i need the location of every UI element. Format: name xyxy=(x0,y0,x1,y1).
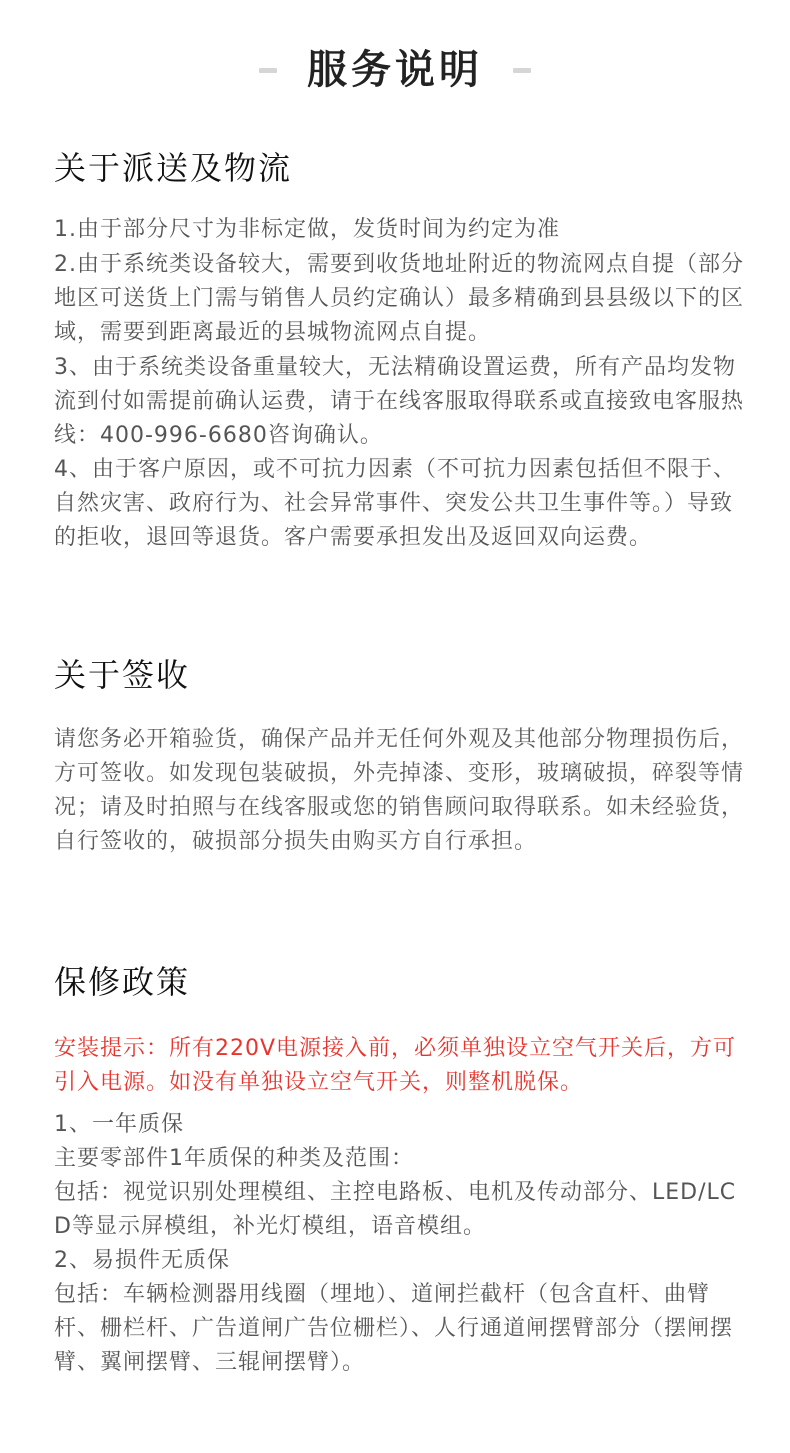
warranty-item-1-heading: 1、一年质保 xyxy=(54,1112,184,1137)
section-title-warranty: 保修政策 xyxy=(54,963,191,1001)
warranty-included-parts: 包括：视觉识别处理模组、主控电路板、电机及传动部分、LED/LCD等显示屏模组，补光灯模组，语音模组。 xyxy=(54,1180,737,1239)
receipt-paragraph: 请您务必开箱验货，确保产品并无任何外观及其他部分物理损伤后，方可签收。如发现包装破损，外壳掉漆、变形，玻璃破损，碎裂等情况；请及时拍照与在线客服或您的销售顾问取得联系。如未经验货，自行签收的，破损部分损失由购买方自行承担。 xyxy=(54,727,745,854)
page-title: 服务说明 xyxy=(307,47,483,93)
page-header xyxy=(0,40,790,100)
installation-notice: 安装提示：所有220V电源接入前，必须单独设立空气开关后，方可引入电源。如没有单独设立空气开关，则整机脱保。 xyxy=(54,1036,737,1095)
section-title-receipt: 关于签收 xyxy=(54,656,191,694)
title-dash-right xyxy=(513,68,531,73)
delivery-item-2: 2.由于系统类设备较大，需要到收货地址附近的物流网点自提（部分地区可送货上门需与销售人员约定确认）最多精确到县县级以下的区域，需要到距离最近的县城物流网点自提。 xyxy=(54,252,745,345)
delivery-item-3: 3、由于系统类设备重量较大，无法精确设置运费，所有产品均发物流到付如需提前确认运费，请于在线客服取得联系或直接致电客服热线：400-996-6680咨询确认。 xyxy=(54,355,745,448)
delivery-item-1: 1.由于部分尺寸为非标定做，发货时间为约定为准 xyxy=(54,217,560,242)
warranty-scope-label: 主要零部件1年质保的种类及范围： xyxy=(54,1146,414,1171)
section-title-delivery: 关于派送及物流 xyxy=(54,149,293,187)
delivery-item-4: 4、由于客户原因，或不可抗力因素（不可抗力因素包括但不限于、自然灾害、政府行为、社会异常事件、突发公共卫生事件等。）导致的拒收，退回等退货。客户需要承担发出及返回双向运费。 xyxy=(54,457,736,550)
warranty-item-2-heading: 2、易损件无质保 xyxy=(54,1248,230,1273)
title-dash-left xyxy=(259,68,277,73)
wear-parts-list: 包括：车辆检测器用线圈（埋地）、道闸拦截杆（包含直杆、曲臂杆、栅栏杆、广告道闸广告位栅栏）、人行通道闸摆臂部分（摆闸摆臂、翼闸摆臂、三辊闸摆臂）。 xyxy=(54,1282,734,1375)
